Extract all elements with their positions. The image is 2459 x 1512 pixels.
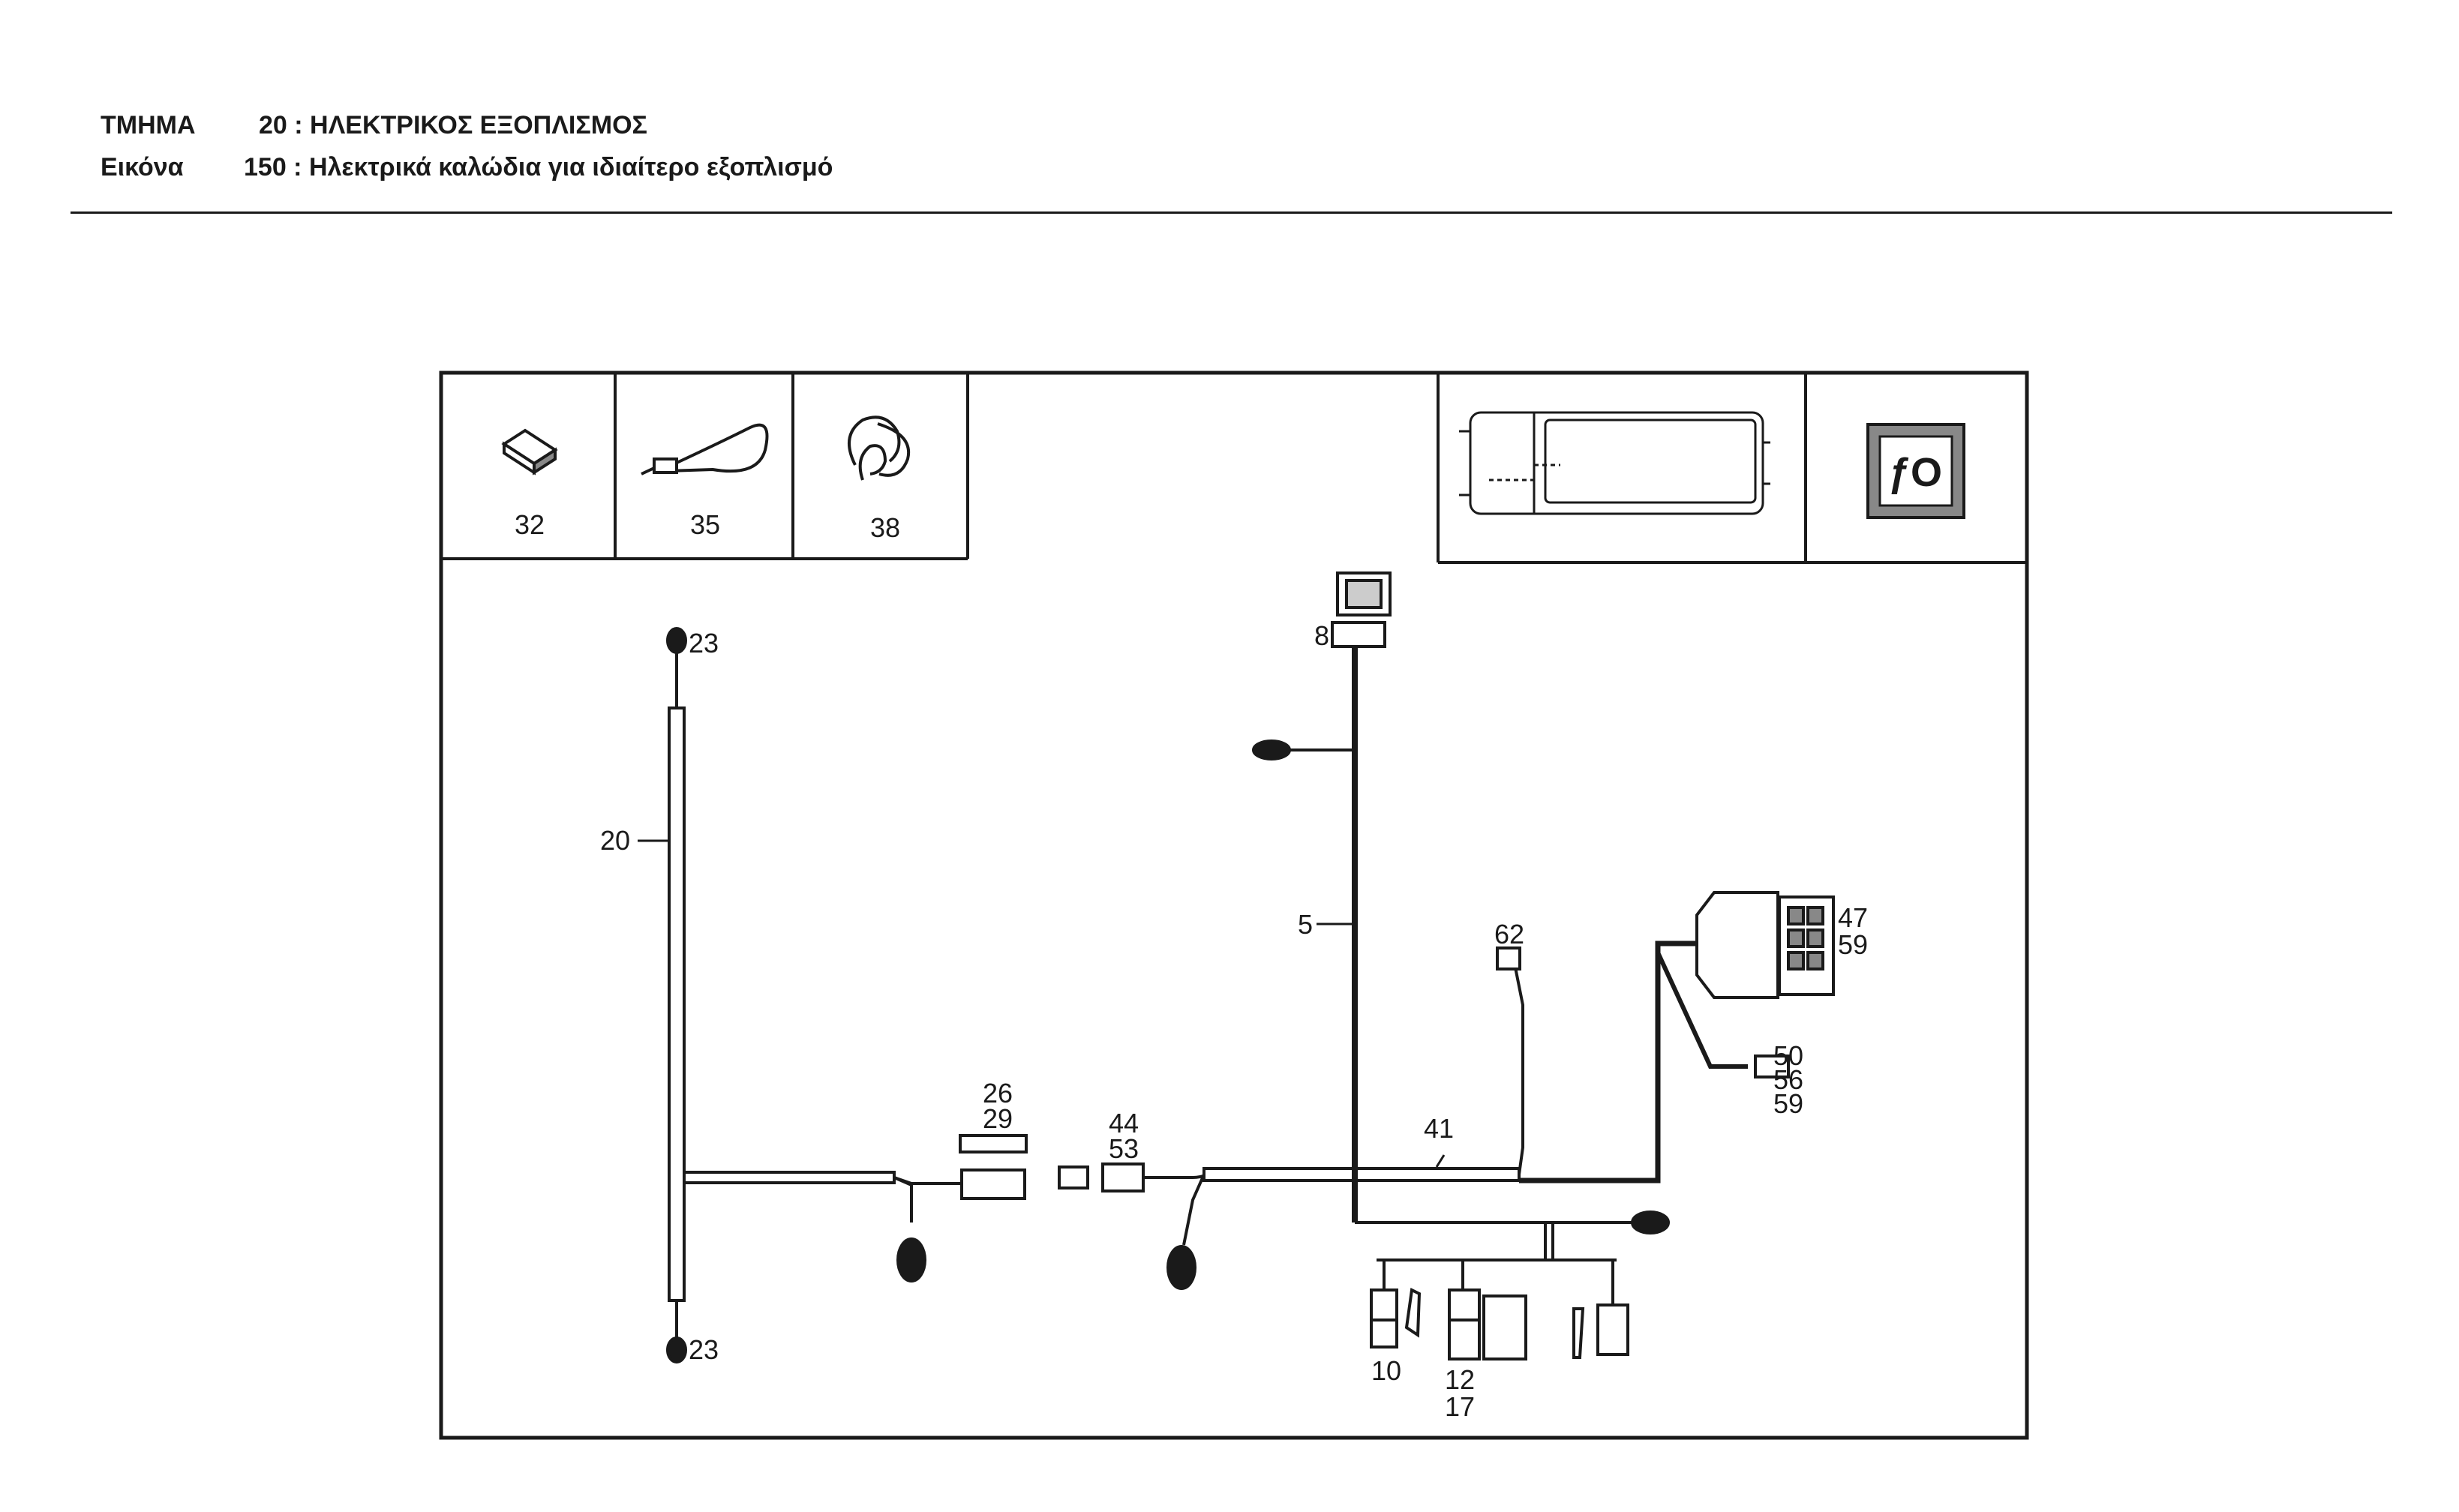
connector-62 — [1497, 948, 1520, 969]
connector-53 — [1103, 1164, 1143, 1191]
switch-connector — [1332, 622, 1385, 646]
callout-29: 29 — [982, 1103, 1013, 1134]
component-10-upper — [1371, 1290, 1397, 1320]
callout-17: 17 — [1444, 1391, 1476, 1422]
ring-terminal-left — [898, 1239, 925, 1281]
label-cable-tie: 35 — [689, 509, 721, 540]
ring-terminal-upper — [1254, 741, 1290, 759]
ring-terminal-center — [1168, 1246, 1195, 1288]
label-clip: 32 — [514, 509, 545, 540]
callout-20: 20 — [600, 825, 631, 856]
callout-12: 12 — [1444, 1364, 1476, 1395]
end-cap-top — [668, 628, 686, 652]
component-10-lower — [1371, 1320, 1397, 1347]
component-right-clip — [1574, 1309, 1583, 1358]
callout-41: 41 — [1423, 1113, 1455, 1144]
component-17 — [1484, 1296, 1526, 1359]
leader-lines — [638, 841, 1444, 1167]
figure-title: 150 : Ηλεκτρικά καλώδια για ιδιαίτερο εξοπλισμό — [244, 153, 833, 182]
clip-icon — [504, 430, 555, 472]
component-12-lower — [1449, 1320, 1479, 1359]
callout-50: 50 — [1773, 1040, 1804, 1071]
callout-23-bottom: 23 — [689, 1334, 719, 1365]
section-label: ΤΜΗΜΑ — [101, 111, 196, 140]
plug-44 — [1059, 1167, 1088, 1188]
figure-label: Εικόνα — [101, 153, 184, 182]
fuse-holder — [960, 1136, 1026, 1152]
callout-59-top: 59 — [1838, 929, 1869, 960]
callout-26: 26 — [982, 1078, 1013, 1108]
callout-53: 53 — [1108, 1133, 1139, 1164]
component-12-upper — [1449, 1290, 1479, 1320]
cable-tie-icon — [641, 425, 767, 474]
callout-44: 44 — [1108, 1108, 1139, 1138]
callout-5: 5 — [1298, 909, 1314, 940]
section-title: 20 : ΗΛΕΚΤΡΙΚΟΣ ΕΞΟΠΛΙΣΜΟΣ — [259, 111, 647, 140]
callout-59-bottom: 59 — [1773, 1088, 1804, 1119]
callout-62: 62 — [1494, 919, 1525, 950]
end-cap-bottom — [668, 1338, 686, 1362]
label-wire-clip: 38 — [869, 512, 901, 543]
vehicle-location-icon — [1459, 412, 1770, 514]
relay-bracket — [1697, 892, 1778, 998]
fog-symbol-text: ƒO — [1887, 450, 1943, 495]
harness-wires — [669, 645, 1748, 1342]
component-10-clip — [1407, 1290, 1419, 1335]
component-right-plug — [1598, 1305, 1628, 1354]
callout-10: 10 — [1371, 1355, 1402, 1386]
callout-23-top: 23 — [689, 628, 719, 658]
callout-56: 56 — [1773, 1064, 1804, 1095]
connector-26-29 — [962, 1170, 1025, 1198]
callout-47: 47 — [1838, 902, 1869, 933]
wire-clip-icon — [849, 417, 908, 480]
callout-8: 8 — [1314, 620, 1330, 651]
switch-face — [1347, 580, 1381, 608]
ring-terminal-right — [1632, 1212, 1668, 1233]
